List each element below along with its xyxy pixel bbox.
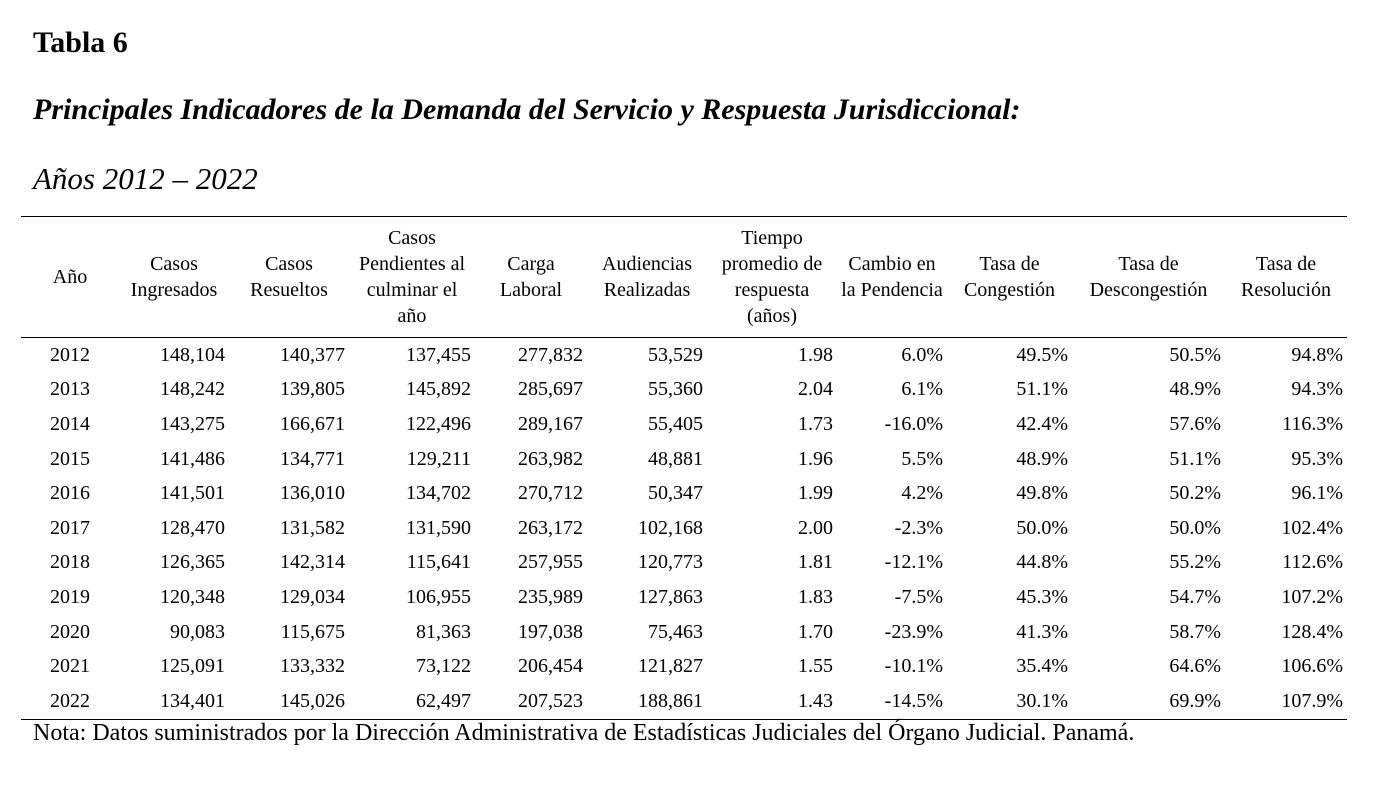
table-cell: 102,168 (638, 516, 703, 539)
table-cell: 134,702 (406, 482, 471, 505)
table-cell: 55,360 (648, 378, 703, 401)
table-cell: 106.6% (1281, 655, 1343, 678)
column-header: Casos Resueltos (250, 253, 328, 301)
table-cell: 121,827 (638, 655, 703, 678)
table-cell: 48.9% (1169, 378, 1221, 401)
table-cell: 94.8% (1291, 343, 1343, 366)
table-cell: 141,501 (160, 482, 225, 505)
table-cell: 145,892 (406, 378, 471, 401)
table-cell: 42.4% (1016, 412, 1068, 435)
table-cell: 115,675 (280, 620, 345, 643)
table-row (21, 649, 1347, 684)
table-row (21, 407, 1347, 442)
table-subtitle: Años 2012 – 2022 (33, 161, 258, 196)
column-header: Audiencias Realizadas (602, 253, 692, 301)
year-cell: 2014 (50, 412, 90, 435)
column-header: Tasa de Resolución (1241, 253, 1331, 301)
table-cell: 54.7% (1169, 585, 1221, 608)
table-cell: 143,275 (160, 412, 225, 435)
table-cell: 107.2% (1281, 585, 1343, 608)
table-cell: 75,463 (648, 620, 703, 643)
table-row (21, 684, 1347, 719)
column-header: Año (52, 266, 88, 288)
table-cell: 116.3% (1282, 412, 1343, 435)
table-cell: 45.3% (1016, 585, 1068, 608)
table-cell: -16.0% (884, 412, 943, 435)
column-header: Tasa de Congestión (963, 253, 1056, 301)
table-cell: 129,211 (406, 447, 471, 470)
table-cell: 30.1% (1016, 689, 1068, 712)
table-cell: -23.9% (884, 620, 943, 643)
table-cell: 129,034 (280, 585, 345, 608)
table-cell: 263,982 (518, 447, 583, 470)
table-cell: 55,405 (648, 412, 703, 435)
table-cell: 120,348 (160, 585, 225, 608)
year-cell: 2022 (50, 689, 90, 712)
year-cell: 2012 (50, 343, 90, 366)
table-cell: 1.96 (798, 447, 833, 470)
table-cell: 128.4% (1281, 620, 1343, 643)
table-cell: 41.3% (1016, 620, 1068, 643)
table-cell: 53,529 (648, 343, 703, 366)
column-header: Tasa de Descongestión (1089, 253, 1208, 301)
table-cell: 1.55 (798, 655, 833, 678)
table-cell: 107.9% (1281, 689, 1343, 712)
table-row (21, 476, 1347, 511)
table-cell: 257,955 (518, 551, 583, 574)
table-cell: 128,470 (160, 516, 225, 539)
table-cell: 6.1% (901, 378, 943, 401)
table-cell: 277,832 (518, 343, 583, 366)
table-cell: 64.6% (1169, 655, 1221, 678)
table-cell: 5.5% (901, 447, 943, 470)
table-cell: 131,582 (280, 516, 345, 539)
table-cell: 285,697 (518, 378, 583, 401)
column-header: Carga Laboral (499, 253, 563, 301)
table-cell: 166,671 (280, 412, 345, 435)
table-cell: 50,347 (648, 482, 703, 505)
year-cell: 2013 (50, 378, 90, 401)
table-cell: 140,377 (280, 343, 345, 366)
table-row (21, 442, 1347, 477)
table-cell: 137,455 (406, 343, 471, 366)
table-cell: 1.98 (798, 343, 833, 366)
table-cell: 69.9% (1169, 689, 1221, 712)
table-row (21, 338, 1347, 373)
table-cell: 6.0% (901, 343, 943, 366)
table-cell: 235,989 (518, 585, 583, 608)
table-note: Nota: Datos suministrados por la Dirección Administrativa de Estadísticas Judiciales del Órgano Judicial. Panamá. (33, 720, 1135, 746)
table-cell: 142,314 (280, 551, 345, 574)
table-cell: 50.0% (1016, 516, 1068, 539)
table-header-row (21, 217, 1347, 338)
table-cell: 197,038 (518, 620, 583, 643)
indicators-table (21, 216, 1347, 720)
table-cell: 81,363 (416, 620, 471, 643)
table-cell: 44.8% (1016, 551, 1068, 574)
table-cell: 115,641 (406, 551, 471, 574)
table-cell: 48,881 (648, 447, 703, 470)
table-cell: 134,771 (280, 447, 345, 470)
table-cell: 141,486 (160, 447, 225, 470)
table-cell: 49.5% (1016, 343, 1068, 366)
table-cell: 112.6% (1282, 551, 1343, 574)
table-cell: 148,242 (160, 378, 225, 401)
table-body (21, 338, 1347, 720)
table-cell: 1.83 (798, 585, 833, 608)
table-cell: 188,861 (638, 689, 703, 712)
table-cell: 96.1% (1291, 482, 1343, 505)
column-header: Tiempo promedio de respuesta (años) (721, 227, 823, 327)
table-row (21, 615, 1347, 650)
table-title: Principales Indicadores de la Demanda del Servicio y Respuesta Jurisdiccional: (33, 93, 1021, 126)
table-cell: 1.70 (798, 620, 833, 643)
table-cell: 131,590 (406, 516, 471, 539)
table-cell: 206,454 (518, 655, 583, 678)
table-row (21, 511, 1347, 546)
year-cell: 2021 (50, 655, 90, 678)
table-cell: 94.3% (1291, 378, 1343, 401)
table-cell: 136,010 (280, 482, 345, 505)
table-cell: 2.00 (798, 516, 833, 539)
table-cell: 35.4% (1016, 655, 1068, 678)
table-cell: 50.5% (1169, 343, 1221, 366)
table-cell: 127,863 (638, 585, 703, 608)
table-cell: 1.99 (798, 482, 833, 505)
table-cell: 289,167 (518, 412, 583, 435)
column-header: Casos Pendientes al culminar el año (358, 227, 466, 327)
table-row (21, 580, 1347, 615)
table-row (21, 546, 1347, 581)
table-cell: 51.1% (1016, 378, 1068, 401)
table-cell: 51.1% (1169, 447, 1221, 470)
table-cell: 102.4% (1281, 516, 1343, 539)
year-cell: 2019 (50, 585, 90, 608)
table-cell: 49.8% (1016, 482, 1068, 505)
year-cell: 2015 (50, 447, 90, 470)
year-cell: 2020 (50, 620, 90, 643)
table-cell: 48.9% (1016, 447, 1068, 470)
table-cell: 1.73 (798, 412, 833, 435)
table-cell: 145,026 (280, 689, 345, 712)
table-cell: 134,401 (160, 689, 225, 712)
year-cell: 2018 (50, 551, 90, 574)
table-cell: 57.6% (1169, 412, 1221, 435)
year-cell: 2017 (50, 516, 90, 539)
table-cell: 95.3% (1291, 447, 1343, 470)
table-cell: -12.1% (884, 551, 943, 574)
table-cell: 1.81 (798, 551, 833, 574)
column-header: Cambio en la Pendencia (841, 253, 943, 301)
table-cell: 133,332 (280, 655, 345, 678)
table-cell: 148,104 (160, 343, 225, 366)
table-cell: 122,496 (406, 412, 471, 435)
table-cell: 106,955 (406, 585, 471, 608)
table-cell: 50.2% (1169, 482, 1221, 505)
table-cell: 50.0% (1169, 516, 1221, 539)
table-cell: -7.5% (894, 585, 943, 608)
table-cell: 55.2% (1169, 551, 1221, 574)
year-cell: 2016 (50, 482, 90, 505)
table-cell: 207,523 (518, 689, 583, 712)
table-cell: 62,497 (416, 689, 471, 712)
table-cell: -10.1% (884, 655, 943, 678)
table-cell: -14.5% (884, 689, 943, 712)
table-cell: 2.04 (798, 378, 833, 401)
table-cell: 126,365 (160, 551, 225, 574)
table-cell: 120,773 (638, 551, 703, 574)
table-cell: 90,083 (170, 620, 225, 643)
table-label: Tabla 6 (33, 26, 128, 59)
table-cell: 4.2% (901, 482, 943, 505)
column-header: Casos Ingresados (130, 253, 218, 301)
table-cell: -2.3% (894, 516, 943, 539)
table-cell: 263,172 (518, 516, 583, 539)
table-cell: 73,122 (416, 655, 471, 678)
table-cell: 125,091 (160, 655, 225, 678)
table-cell: 58.7% (1169, 620, 1221, 643)
table-cell: 270,712 (518, 482, 583, 505)
table-cell: 1.43 (798, 689, 833, 712)
table-row (21, 373, 1347, 408)
table-cell: 139,805 (280, 378, 345, 401)
